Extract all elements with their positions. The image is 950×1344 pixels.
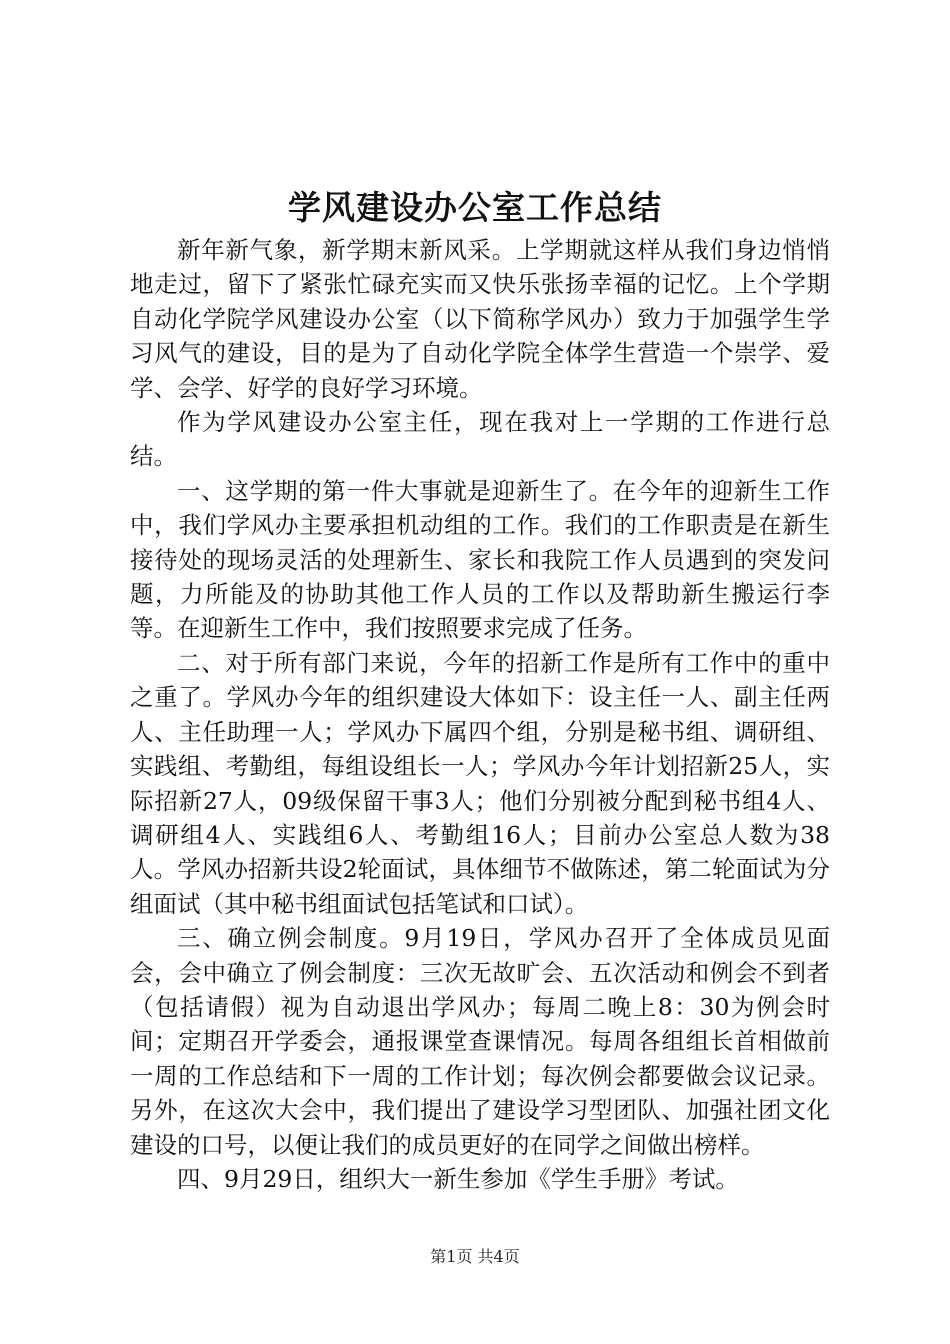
page-number: 第1页 共4页 xyxy=(430,1247,520,1266)
paragraph-section-4: 四、9月29日，组织大一新生参加《学生手册》考试。 xyxy=(177,1164,739,1193)
paragraph-summary-lead: 作为学风建设办公室主任，现在我对上一学期的工作进行总结。 xyxy=(130,408,830,471)
paragraph-section-1: 一、这学期的第一件大事就是迎新生了。在今年的迎新生工作中，我们学风办主要承担机动组的工作。我们的工作职责是在新生接待处的现场灵活的处理新生、家长和我院工作人员遇到的突发问题，力所能及的协助其他工作人员的工作以及帮助新生搬运行李等。在迎新生工作中，我们按照要求完成了任务。 xyxy=(130,476,830,643)
paragraph-section-2: 二、对于所有部门来说，今年的招新工作是所有工作中的重中之重了。学风办今年的组织建设大体如下：设主任一人、副主任两人、主任助理一人；学风办下属四个组，分别是秘书组、调研组、实践组、考勤组，每组设组长一人；学风办今年计划招新25人，实际招新27人，09级保留干事3人；他们分别被分配到秘书组4人、调研组4人、实践组6人、考勤组16人；目前办公室总人数为38人。学风办招新共设2轮面试，具体细节不做陈述，第二轮面试为分组面试（其中秘书组面试包括笔试和口试）。 xyxy=(130,648,830,918)
document-title: 学风建设办公室工作总结 xyxy=(288,188,662,227)
document-body xyxy=(130,233,830,1196)
paragraph-intro: 新年新气象，新学期末新风采。上学期就这样从我们身边悄悄地走过，留下了紧张忙碌充实而又快乐张扬幸福的记忆。上个学期自动化学院学风建设办公室（以下简称学风办）致力于加强学生学习风气的建设，目的是为了自动化学院全体学生营造一个崇学、爱学、会学、好学的良好学习环境。 xyxy=(130,236,830,402)
paragraph-section-3: 三、确立例会制度。9月19日，学风办召开了全体成员见面会，会中确立了例会制度：三次无故旷会、五次活动和例会不到者（包括请假）视为自动退出学风办；每周二晚上8：30为例会时间；定期召开学委会，通报课堂查课情况。每周各组组长首相做前一周的工作总结和下一周的工作计划；每次例会都要做会议记录。另外，在这次大会中，我们提出了建设学习型团队、加强社团文化建设的口号，以便让我们的成员更好的在同学之间做出榜样。 xyxy=(130,924,830,1159)
